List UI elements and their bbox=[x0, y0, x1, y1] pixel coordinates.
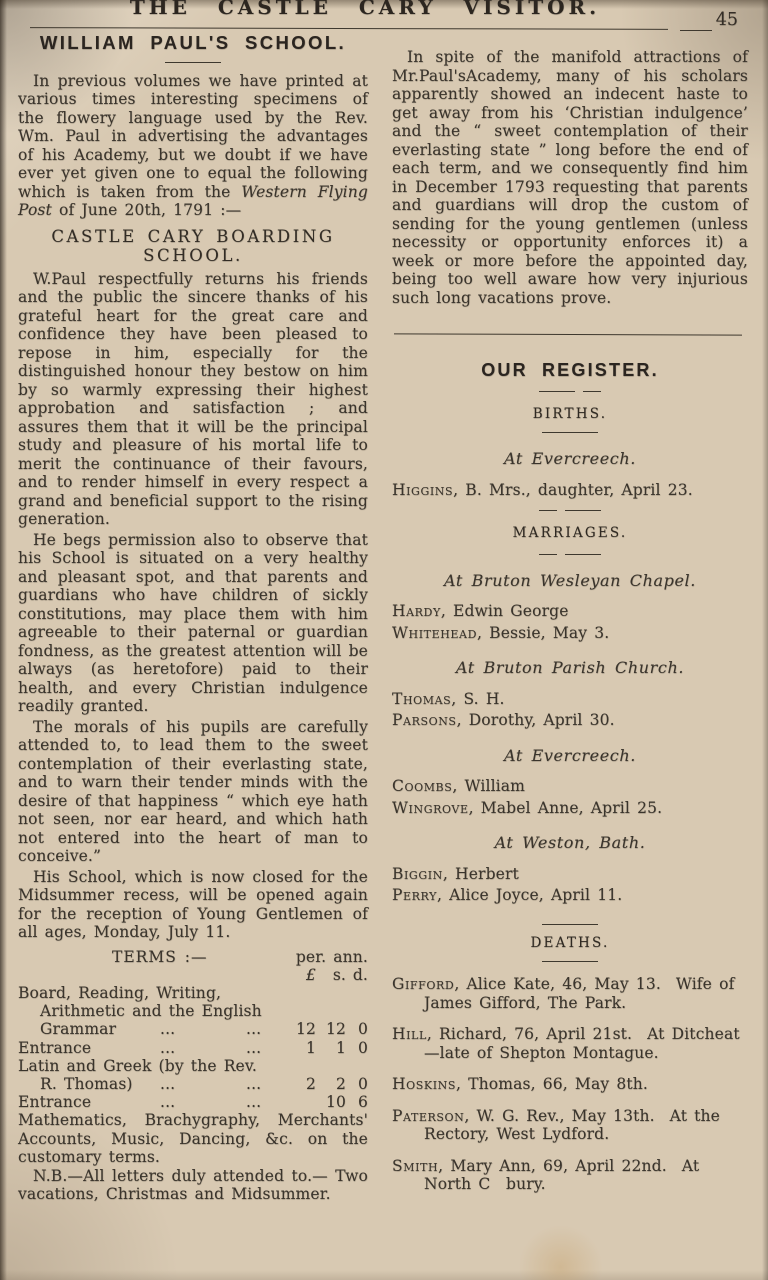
paragraph-morals: The morals of his pupils are carefully attended to, to lead them to the sweet contemplation of their everlasting state, and to warn their tender minds with the desire of that happiness “ which eye hath not seen, nor ear heard, and which hath not entered into the heart of man to conceive.” bbox=[18, 717, 368, 865]
terms-heading: TERMS :— bbox=[112, 947, 208, 966]
entry-rest: , W. G. Rev., May 13th. At the Rectory, West Lydford. bbox=[424, 1106, 721, 1143]
terms-row bbox=[18, 1020, 368, 1038]
marriage-entry bbox=[392, 624, 748, 643]
surname: Wingrove bbox=[392, 798, 469, 817]
column-divider-rule bbox=[394, 333, 742, 335]
marriage-entry bbox=[392, 711, 748, 730]
price-pence: 6 bbox=[357, 1093, 368, 1112]
paragraph-extras: Mathematics, Brachygraphy, Merchants' Accounts, Music, Dancing, &c. on the customary terms. bbox=[18, 1111, 368, 1167]
currency-pence: d. bbox=[352, 965, 368, 984]
register-title-rule bbox=[392, 391, 748, 392]
article-subheading bbox=[18, 227, 368, 266]
entry-rest: , Dorothy, April 30. bbox=[456, 711, 615, 729]
dot-leader: ... bbox=[246, 1038, 262, 1057]
terms-row-label: Board, Reading, Writing, bbox=[18, 983, 222, 1002]
marriage-entry bbox=[392, 886, 748, 905]
place-line: At Weston, Bath. bbox=[494, 833, 646, 852]
price-pounds bbox=[286, 1093, 316, 1111]
surname: Hardy bbox=[392, 602, 441, 620]
marriage-entry bbox=[392, 777, 748, 796]
header-rule bbox=[30, 27, 668, 30]
death-entry bbox=[392, 1075, 748, 1094]
marriage-entry bbox=[392, 690, 748, 709]
masthead-title: THE CASTLE CARY VISITOR. bbox=[129, 0, 601, 19]
paragraph-nb: N.B.—All letters duly attended to.— Two vacations, Christmas and Midsummer. bbox=[18, 1166, 368, 1204]
entry-divider bbox=[392, 510, 748, 511]
surname: Parsons bbox=[392, 711, 457, 729]
terms-row bbox=[18, 1002, 368, 1020]
surname: Perry bbox=[392, 886, 437, 904]
price-pence: 0 bbox=[357, 1074, 368, 1093]
terms-row-label: Latin and Greek (by the Rev. bbox=[18, 1056, 258, 1075]
paragraph-intro bbox=[18, 72, 368, 220]
surname: Smith bbox=[392, 1156, 439, 1175]
death-entry bbox=[392, 1107, 748, 1144]
price-pounds: 1 bbox=[305, 1038, 316, 1057]
terms-row-label: Entrance bbox=[18, 1038, 92, 1057]
currency-shillings: s. bbox=[332, 965, 346, 984]
entry-rest: , Thomas, 66, May 8th. bbox=[456, 1075, 648, 1093]
right-column bbox=[392, 48, 748, 1194]
terms-row bbox=[18, 1039, 368, 1057]
price-shillings: 2 bbox=[335, 1074, 346, 1093]
marriages-heading: MARRIAGES. bbox=[512, 525, 628, 541]
paragraph-continuation: In spite of the manifold attractions of Mr.Paul'sAcademy, many of his scholars apparently showed an indecent haste to get away from his ‘Christian indulgence’ and the “ sweet contemplation of their everlasting state ” long before the end of each term, and we consequently find him in December 1793 requesting that parents and guardians will drop the custom of sending for the young gentlemen (unless necessity or opportunity enforces it) a week or more before the appointed day, being too well aware how very injurious such long vacations prove. bbox=[392, 48, 748, 307]
surname: Hoskins bbox=[392, 1075, 456, 1093]
currency-pounds: £ bbox=[305, 965, 316, 984]
surname: Whitehead bbox=[392, 623, 478, 642]
register-title: OUR REGISTER. bbox=[481, 360, 659, 380]
price-shillings: 10 bbox=[325, 1093, 346, 1112]
price-pence: 0 bbox=[357, 1020, 368, 1039]
surname: Biggin bbox=[392, 864, 443, 883]
entry-rest: , Edwin George bbox=[440, 602, 569, 620]
entry-rest: , Alice Kate, 46, May 13. Wife of James Gifford, The Park. bbox=[424, 975, 735, 1012]
terms-row-label: Entrance bbox=[18, 1093, 92, 1112]
deaths-rule-top bbox=[542, 924, 598, 925]
terms-row-label: Grammar bbox=[40, 1020, 117, 1039]
entry-rest: , Herbert bbox=[442, 864, 519, 883]
title-rule bbox=[165, 62, 221, 63]
paragraph-thanks: W.Paul respectfully returns his friends and the public the sincere thanks of his grateful heart for the great care and confidence they have been pleased to repose in him, especially for the distinguished honour they bestow on him by so warmly expressing their highest approbation and satisfaction ; and assures them that it will be the principal study and pleasure of his mortal life to merit the continuance of their favours, and to render himself in every respect a grand and beneficial support to the rising generation. bbox=[18, 269, 368, 528]
entry-rest: , Richard, 76, April 21st. At Ditcheat—late of Shepton Montague. bbox=[424, 1025, 740, 1062]
terms-table bbox=[18, 948, 368, 1112]
price-pence: 0 bbox=[357, 1038, 368, 1057]
terms-row bbox=[18, 1057, 368, 1075]
surname: Paterson bbox=[392, 1106, 465, 1125]
terms-row-label: Arithmetic and the English bbox=[40, 1002, 262, 1021]
place-line: At Bruton Wesleyan Chapel. bbox=[444, 570, 696, 590]
death-entry bbox=[392, 975, 748, 1012]
terms-row bbox=[18, 1075, 368, 1093]
intro-text-end: of June 20th, 1791 :— bbox=[51, 201, 242, 219]
publication-name: Western Flying Post bbox=[18, 182, 368, 219]
paragraph-reopening: His School, which is now closed for the Midsummer recess, will be opened again for the reception of Young Gentlemen of all ages, Monday, July 11. bbox=[18, 867, 368, 941]
entry-rest: , Mabel Anne, April 25. bbox=[468, 798, 663, 817]
entry-rest: , Bessie, May 3. bbox=[477, 623, 610, 642]
subheading-line1: CASTLE CARY BOARDING bbox=[51, 226, 335, 246]
entry-rest: , William bbox=[452, 777, 526, 795]
header-rule-dash bbox=[680, 30, 712, 31]
page-number: 45 bbox=[715, 10, 738, 30]
terms-row-label: R. Thomas) bbox=[40, 1074, 133, 1093]
dot-leader: ... bbox=[246, 1093, 262, 1112]
marriage-entry bbox=[392, 799, 748, 818]
surname: Coombs bbox=[392, 777, 453, 795]
place-line: At Evercreech. bbox=[504, 745, 636, 765]
dot-leader: ... bbox=[160, 1038, 176, 1057]
death-entry bbox=[392, 1025, 748, 1062]
terms-per-ann: per. ann. bbox=[295, 947, 368, 966]
left-column bbox=[18, 34, 368, 1204]
dot-leader: ... bbox=[246, 1074, 262, 1093]
deaths-heading: DEATHS. bbox=[530, 934, 610, 951]
terms-row bbox=[18, 1093, 368, 1111]
article-title: WILLIAM PAUL'S SCHOOL. bbox=[39, 32, 347, 53]
dot-leader: ... bbox=[246, 1020, 262, 1039]
entry-rest: , Mary Ann, 69, April 22nd. At North C bury. bbox=[424, 1156, 700, 1193]
terms-row bbox=[18, 984, 368, 1002]
birth-entry bbox=[392, 481, 748, 500]
price-pounds: 12 bbox=[295, 1020, 316, 1039]
births-heading: BIRTHS. bbox=[532, 405, 608, 422]
entry-rest: , B. Mrs., daughter, April 23. bbox=[453, 480, 693, 499]
place-line: At Evercreech. bbox=[504, 449, 636, 468]
marriage-entry bbox=[392, 865, 748, 884]
subheading-line2: SCHOOL. bbox=[143, 246, 243, 265]
place-line: At Bruton Parish Church. bbox=[455, 658, 685, 677]
currency-header-row bbox=[18, 966, 368, 984]
deaths-rule-bottom bbox=[542, 961, 598, 962]
dot-leader: ... bbox=[160, 1093, 176, 1112]
surname: Higgins bbox=[392, 480, 454, 499]
intro-text: In previous volumes we have printed at various times interesting specimens of the flowery language used by the Rev. Wm. Paul in advertising the advantages of his Academy, but we doubt if we have ever yet given one to equal the following which is taken from the bbox=[18, 71, 368, 201]
births-rule bbox=[542, 432, 598, 433]
terms-header-row bbox=[18, 948, 368, 966]
dot-leader: ... bbox=[160, 1020, 176, 1039]
entry-rest: , S. H. bbox=[451, 689, 505, 708]
surname: Hill bbox=[392, 1025, 427, 1043]
price-pounds: 2 bbox=[305, 1074, 316, 1093]
death-entry bbox=[392, 1157, 748, 1194]
surname: Thomas bbox=[392, 689, 452, 708]
paragraph-situation: He begs permission also to observe that his School is situated on a very healthy and pleasant spot, and that parents and guardians who have children of sickly constitutions, may place them with him agreeable to their paternal or guardian fondness, as the greatest attention will be always (as heretofore) paid to their health, and every Christian indulgence readily granted. bbox=[18, 530, 368, 715]
marriage-entry bbox=[392, 602, 748, 621]
marriages-rule bbox=[392, 554, 748, 555]
price-shillings: 12 bbox=[325, 1020, 346, 1039]
surname: Gifford bbox=[392, 975, 455, 993]
entry-rest: , Alice Joyce, April 11. bbox=[436, 886, 623, 904]
dot-leader: ... bbox=[160, 1074, 176, 1093]
price-shillings: 1 bbox=[335, 1038, 346, 1057]
